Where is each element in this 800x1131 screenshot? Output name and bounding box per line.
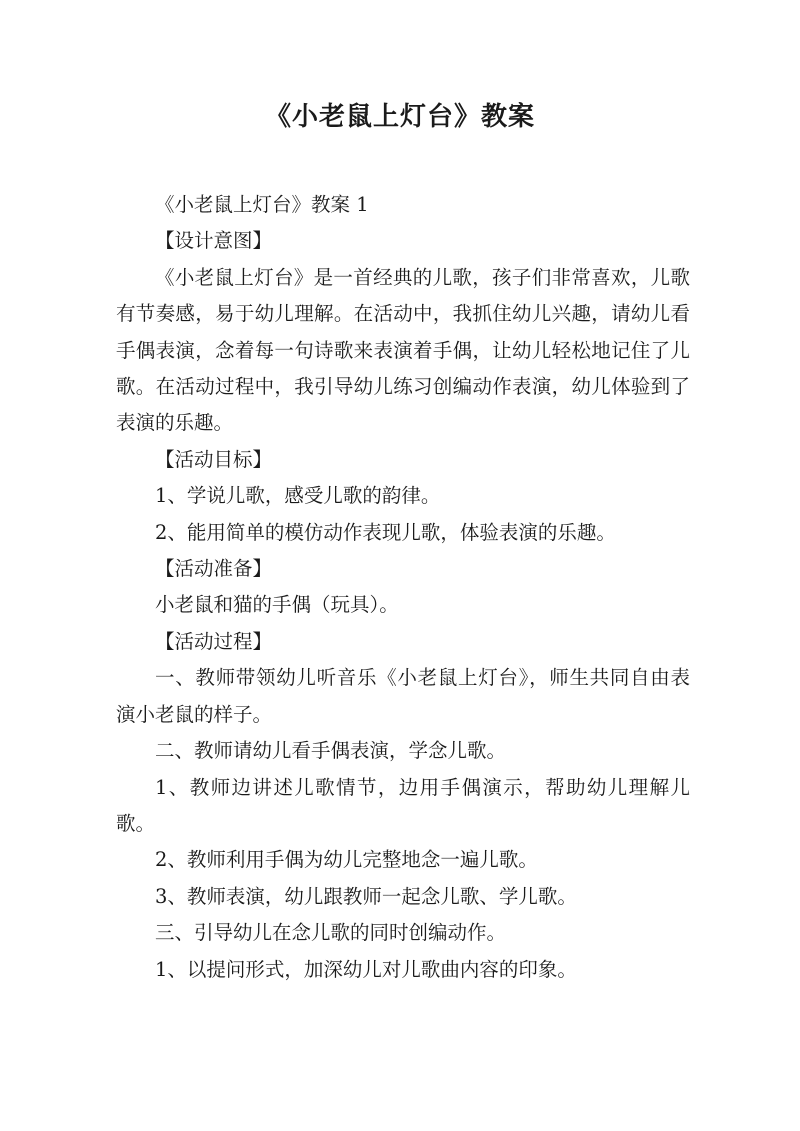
section-heading-preparation: 【活动准备】 (155, 557, 273, 581)
document-body (116, 187, 690, 988)
process-substep-2-3: 3、教师表演，幼儿跟教师一起念儿歌、学儿歌。 (155, 884, 577, 908)
process-step-2: 二、教师请幼儿看手偶表演，学念儿歌。 (155, 739, 507, 763)
process-substep-2-2: 2、教师利用手偶为幼儿完整地念一遍儿歌。 (155, 848, 538, 872)
section-heading-design-intent: 【设计意图】 (155, 229, 273, 253)
section-heading-process: 【活动过程】 (155, 629, 273, 653)
section-heading-goals: 【活动目标】 (155, 447, 273, 471)
process-step-3: 三、引导幼儿在念儿歌的同时创编动作。 (155, 921, 507, 945)
goal-item-1: 1、学说儿歌，感受儿歌的韵律。 (155, 484, 441, 508)
process-substep-2-1: 1、教师边讲述儿歌情节，边用手偶演示，帮助幼儿理解儿歌。 (116, 775, 690, 835)
paragraph-preparation: 小老鼠和猫的手偶（玩具）。 (155, 593, 399, 617)
document-title: 《小老鼠上灯台》教案 (264, 102, 535, 132)
section-heading-lesson: 《小老鼠上灯台》教案 1 (155, 193, 369, 216)
goal-item-2: 2、能用简单的模仿动作表现儿歌，体验表演的乐趣。 (155, 520, 616, 544)
paragraph-design-intent: 《小老鼠上灯台》是一首经典的儿歌，孩子们非常喜欢，儿歌有节奏感，易于幼儿理解。在活动中，我抓住幼儿兴趣，请幼儿看手偶表演，念着每一句诗歌来表演着手偶，让幼儿轻松地记住了儿歌。在活动过程中，我引导幼儿练习创编动作表演，幼儿体验到了表演的乐趣。 (116, 265, 690, 435)
process-substep-3-1: 1、以提问形式，加深幼儿对儿歌曲内容的印象。 (155, 957, 577, 981)
process-step-1: 一、教师带领幼儿听音乐《小老鼠上灯台》，师生共同自由表演小老鼠的样子。 (116, 666, 690, 726)
